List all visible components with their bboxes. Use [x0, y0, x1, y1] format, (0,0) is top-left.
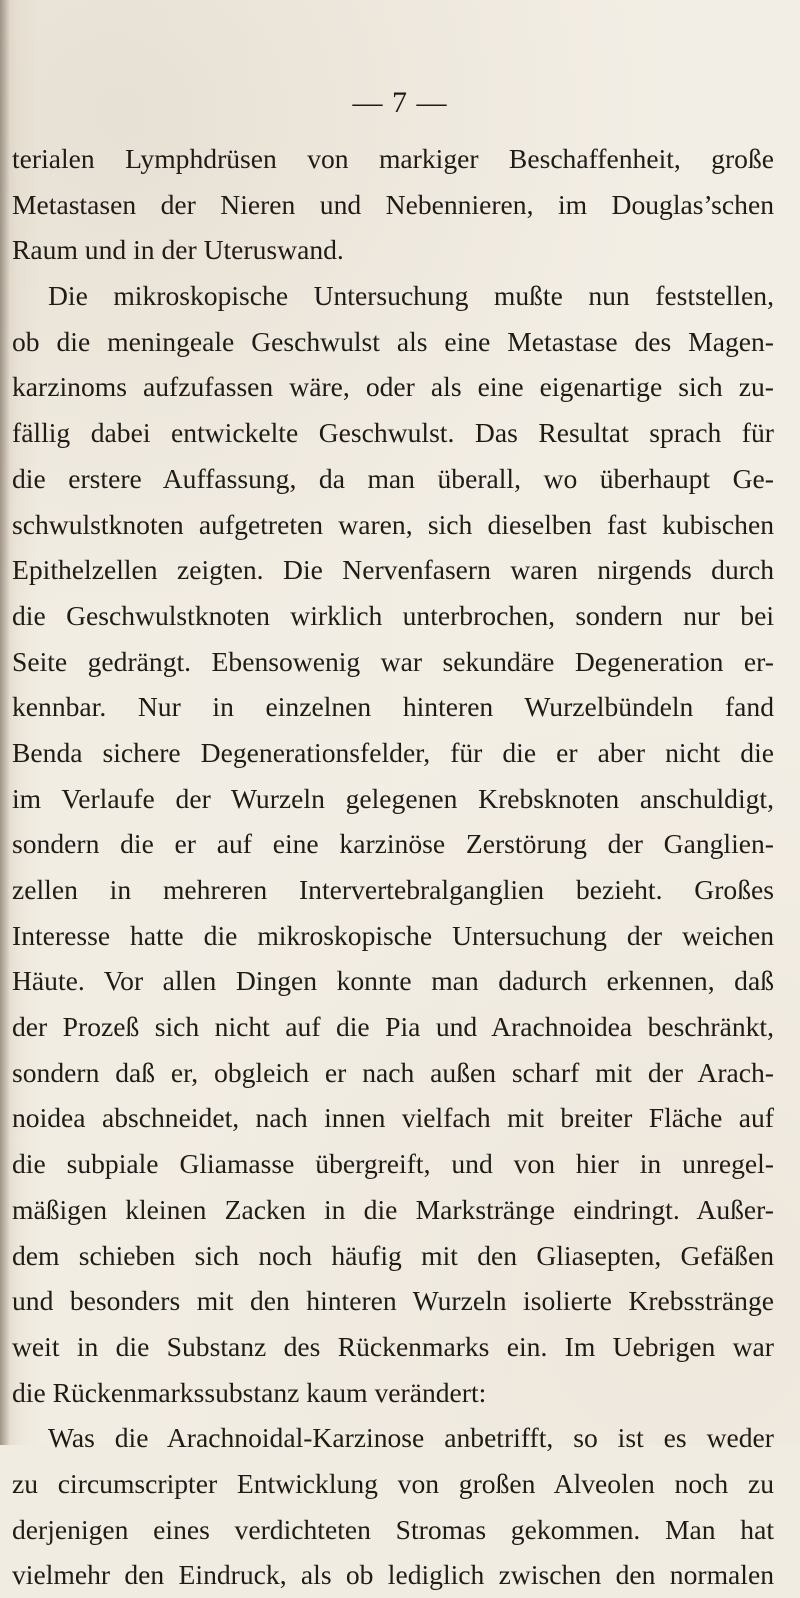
- text-line-2: Metastasen der Nieren und Nebennieren, im Douglas’schen: [12, 188, 774, 220]
- text-line-23: die subpiale Gliamasse übergreift, und von hier in unregel-: [12, 1148, 774, 1180]
- text-line-8: die erstere Auffassung, da man überall, wo überhaupt Ge-: [12, 462, 774, 494]
- text-line-24: mäßigen kleinen Zacken in die Markstränge eindringt. Außer-: [12, 1193, 774, 1225]
- text-line-4: Die mikroskopische Untersuchung mußte nun feststellen,: [48, 280, 774, 312]
- text-line-32: vielmehr den Eindruck, als ob lediglich zwischen den normalen: [12, 1559, 774, 1591]
- text-line-7: fällig dabei entwickelte Geschwulst. Das Resultat sprach für: [12, 417, 774, 449]
- text-line-16: sondern die er auf eine karzinöse Zerstörung der Ganglien-: [12, 828, 774, 860]
- text-line-3: Raum und in der Uteruswand.: [12, 234, 344, 266]
- text-line-1: terialen Lymphdrüsen von markiger Beschaffenheit, große: [12, 143, 774, 174]
- text-line-27: weit in die Substanz des Rückenmarks ein. Im Uebrigen war: [12, 1330, 774, 1362]
- text-line-5: ob die meningeale Geschwulst als eine Metastase des Magen-: [12, 325, 774, 357]
- page-number: — 7 —: [352, 86, 448, 119]
- text-line-28: die Rückenmarkssubstanz kaum verändert:: [12, 1376, 487, 1408]
- text-line-30: zu circumscripter Entwicklung von großen Alveolen noch zu: [12, 1467, 774, 1499]
- text-line-15: im Verlaufe der Wurzeln gelegenen Krebsknoten anschuldigt,: [12, 782, 774, 814]
- text-line-17: zellen in mehreren Intervertebralganglien bezieht. Großes: [12, 874, 774, 905]
- text-line-21: sondern daß er, obgleich er nach außen scharf mit der Arach-: [12, 1056, 774, 1088]
- text-line-19: Häute. Vor allen Dingen konnte man dadurch erkennen, daß: [12, 965, 774, 997]
- text-line-18: Interesse hatte die mikroskopische Untersuchung der weichen: [12, 919, 774, 951]
- text-line-29: Was die Arachnoidal-Karzinose anbetrifft, so ist es weder: [48, 1422, 774, 1454]
- text-line-31: derjenigen eines verdichteten Stromas gekommen. Man hat: [12, 1513, 774, 1545]
- text-line-14: Benda sichere Degenerationsfelder, für die er aber nicht die: [12, 736, 774, 768]
- text-line-10: Epithelzellen zeigten. Die Nervenfasern waren nirgends durch: [12, 554, 774, 586]
- text-line-22: noidea abschneidet, nach innen vielfach mit breiter Fläche auf: [12, 1102, 774, 1134]
- text-line-11: die Geschwulstknoten wirklich unterbrochen, sondern nur bei: [12, 599, 774, 631]
- text-line-12: Seite gedrängt. Ebensowenig war sekundäre Degeneration er-: [12, 645, 774, 677]
- text-line-13: kennbar. Nur in einzelnen hinteren Wurzelbündeln fand: [12, 691, 774, 723]
- text-line-9: schwulstknoten aufgetreten waren, sich dieselben fast kubischen: [12, 508, 774, 540]
- text-line-20: der Prozeß sich nicht auf die Pia und Arachnoidea beschränkt,: [12, 1011, 774, 1043]
- text-line-25: dem schieben sich noch häufig mit den Gliasepten, Gefäßen: [12, 1239, 774, 1271]
- text-line-6: karzinoms aufzufassen wäre, oder als eine eigenartige sich zu-: [12, 371, 774, 403]
- binding-shadow: [0, 0, 10, 1445]
- text-line-26: und besonders mit den hinteren Wurzeln isolierte Krebsstränge: [12, 1285, 774, 1317]
- body-text: [12, 136, 774, 1598]
